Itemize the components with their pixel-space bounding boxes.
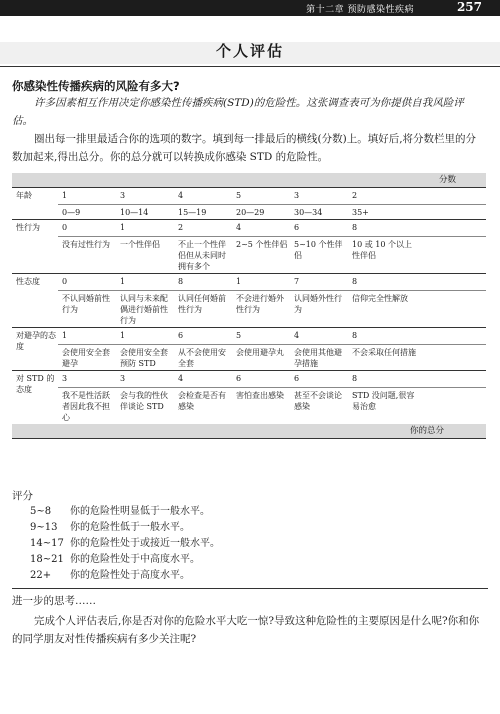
option-description: 害怕查出感染: [232, 388, 290, 425]
score-meaning: 你的危险性低于一般水平。: [70, 522, 190, 533]
score-blank-cell: [420, 388, 486, 425]
scoring-item: [30, 569, 190, 583]
score-option[interactable]: 4: [174, 188, 232, 205]
score-option[interactable]: 1: [58, 328, 116, 345]
section-question: 你感染性传播疾病的风险有多大?: [12, 79, 180, 93]
score-blank-cell: [420, 205, 486, 220]
scoring-label: 评分: [12, 490, 33, 502]
option-description: 我不是性活跃者因此我不担心: [58, 388, 116, 425]
table-row-numbers: [12, 220, 486, 237]
score-option[interactable]: 5: [232, 188, 290, 205]
table-row-descriptions: [12, 388, 486, 425]
table-row-descriptions: [12, 345, 486, 371]
score-range: 14~17: [30, 538, 64, 549]
option-description: 不认同婚前性行为: [58, 291, 116, 328]
table-row-numbers: [12, 188, 486, 205]
option-description: 认同任何婚前性行为: [174, 291, 232, 328]
row-category: 对避孕的态度: [12, 328, 58, 371]
score-blank[interactable]: [420, 274, 486, 291]
assessment-table: [12, 173, 486, 439]
row-category: 对 STD 的态度: [12, 371, 58, 425]
score-option[interactable]: 1: [232, 274, 290, 291]
score-range: 9~13: [30, 522, 58, 533]
option-description: 一个性伴侣: [116, 237, 174, 274]
option-description: 会使用安全套预防 STD: [116, 345, 174, 371]
score-option[interactable]: 8: [348, 274, 420, 291]
score-column-header: 分数: [12, 173, 486, 187]
further-paragraph: 完成个人评估表后,你是否对你的危险水平大吃一惊?导致这种危险性的主要原因是什么呢?你和你的同学朋友对性传播疾病有多少关注呢?: [12, 615, 480, 645]
score-option[interactable]: 8: [174, 274, 232, 291]
option-description: 甚至不会谈论感染: [290, 388, 348, 425]
score-option[interactable]: 0: [58, 274, 116, 291]
page-number: 257: [456, 0, 482, 14]
score-range: 22+: [30, 570, 52, 581]
option-description: 10 或 10 个以上性伴侣: [348, 237, 420, 274]
score-option[interactable]: 3: [116, 371, 174, 388]
row-category: 年龄: [12, 188, 58, 220]
score-option[interactable]: 1: [58, 188, 116, 205]
table-bottom-rule: [12, 438, 486, 439]
score-option[interactable]: 6: [174, 328, 232, 345]
option-description: 5~10 个性伴侣: [290, 237, 348, 274]
option-description: 10—14: [116, 205, 174, 220]
score-option[interactable]: 4: [290, 328, 348, 345]
option-description: 30—34: [290, 205, 348, 220]
score-option[interactable]: 6: [290, 220, 348, 237]
option-description: 会使用安全套避孕: [58, 345, 116, 371]
option-description: 认同婚外性行为: [290, 291, 348, 328]
score-blank[interactable]: [420, 371, 486, 388]
scoring-item: [30, 537, 220, 551]
further-rule: [12, 588, 488, 589]
page-title: 个人评估: [215, 42, 284, 60]
intro-paragraph-1: 许多因素相互作用决定你感染性传播疾病(STD)的危险性。这张调查表可为你提供自我风险评估。: [12, 97, 464, 127]
option-description: 35+: [348, 205, 420, 220]
score-option[interactable]: 6: [290, 371, 348, 388]
score-range: 18~21: [30, 554, 64, 565]
option-description: 信仰完全性解放: [348, 291, 420, 328]
total-score-bar: 你的总分: [12, 424, 486, 438]
score-option[interactable]: 8: [348, 371, 420, 388]
score-option[interactable]: 1: [116, 328, 174, 345]
title-rule: [0, 66, 500, 67]
score-option[interactable]: 6: [232, 371, 290, 388]
option-description: 0—9: [58, 205, 116, 220]
assessment-grid: [12, 187, 486, 424]
score-blank-cell: [420, 345, 486, 371]
option-description: 不会采取任何措施: [348, 345, 420, 371]
scoring-item: [30, 505, 210, 519]
option-description: 2~5 个性伴侣: [232, 237, 290, 274]
option-description: 不会进行婚外性行为: [232, 291, 290, 328]
option-description: 会使用其他避孕措施: [290, 345, 348, 371]
row-category: 性态度: [12, 274, 58, 328]
score-blank-cell: [420, 237, 486, 274]
score-option[interactable]: 1: [116, 220, 174, 237]
score-range: 5~8: [30, 506, 52, 517]
scoring-item: [30, 553, 200, 567]
option-description: 会检查是否有感染: [174, 388, 232, 425]
option-description: STD 没问题,很容易治愈: [348, 388, 420, 425]
option-description: 认同与未来配偶进行婚前性行为: [116, 291, 174, 328]
score-meaning: 你的危险性处于中高度水平。: [70, 554, 200, 565]
table-row-numbers: [12, 371, 486, 388]
score-blank[interactable]: [420, 328, 486, 345]
score-option[interactable]: 2: [174, 220, 232, 237]
table-row-descriptions: [12, 237, 486, 274]
score-option[interactable]: 2: [348, 188, 420, 205]
score-option[interactable]: 5: [232, 328, 290, 345]
table-row-descriptions: [12, 291, 486, 328]
score-option[interactable]: 1: [116, 274, 174, 291]
score-option[interactable]: 4: [174, 371, 232, 388]
score-option[interactable]: 7: [290, 274, 348, 291]
option-description: 20—29: [232, 205, 290, 220]
score-option[interactable]: 0: [58, 220, 116, 237]
score-option[interactable]: 4: [232, 220, 290, 237]
option-description: 没有过性行为: [58, 237, 116, 274]
score-option[interactable]: 8: [348, 220, 420, 237]
score-meaning: 你的危险性明显低于一般水平。: [70, 506, 210, 517]
score-blank-cell: [420, 291, 486, 328]
score-option[interactable]: 3: [290, 188, 348, 205]
table-row-numbers: [12, 274, 486, 291]
score-option[interactable]: 3: [116, 188, 174, 205]
option-description: 15—19: [174, 205, 232, 220]
score-option[interactable]: 3: [58, 371, 116, 388]
intro-paragraph-2: 圈出每一排里最适合你的选项的数字。填到每一排最后的横线(分数)上。填好后,将分数栏里的分数加起来,得出总分。你的总分就可以转换成你感染 STD 的危险性。: [12, 133, 477, 163]
row-category: 性行为: [12, 220, 58, 274]
score-option[interactable]: 8: [348, 328, 420, 345]
further-label: 进一步的思考……: [12, 595, 96, 607]
option-description: 从不会使用安全套: [174, 345, 232, 371]
score-blank[interactable]: [420, 220, 486, 237]
table-row-descriptions: [12, 205, 486, 220]
running-header: [0, 0, 500, 16]
score-meaning: 你的危险性处于高度水平。: [70, 570, 190, 581]
score-meaning: 你的危险性处于或接近一般水平。: [70, 538, 220, 549]
option-description: 会使用避孕丸: [232, 345, 290, 371]
option-description: 会与我的性伙伴谈论 STD: [116, 388, 174, 425]
option-description: 不止一个性伴侣但从未同时拥有多个: [174, 237, 232, 274]
score-blank[interactable]: [420, 188, 486, 205]
chapter-title: 第十二章 预防感染性疾病: [306, 5, 414, 15]
scoring-item: [30, 521, 190, 535]
table-row-numbers: [12, 328, 486, 345]
